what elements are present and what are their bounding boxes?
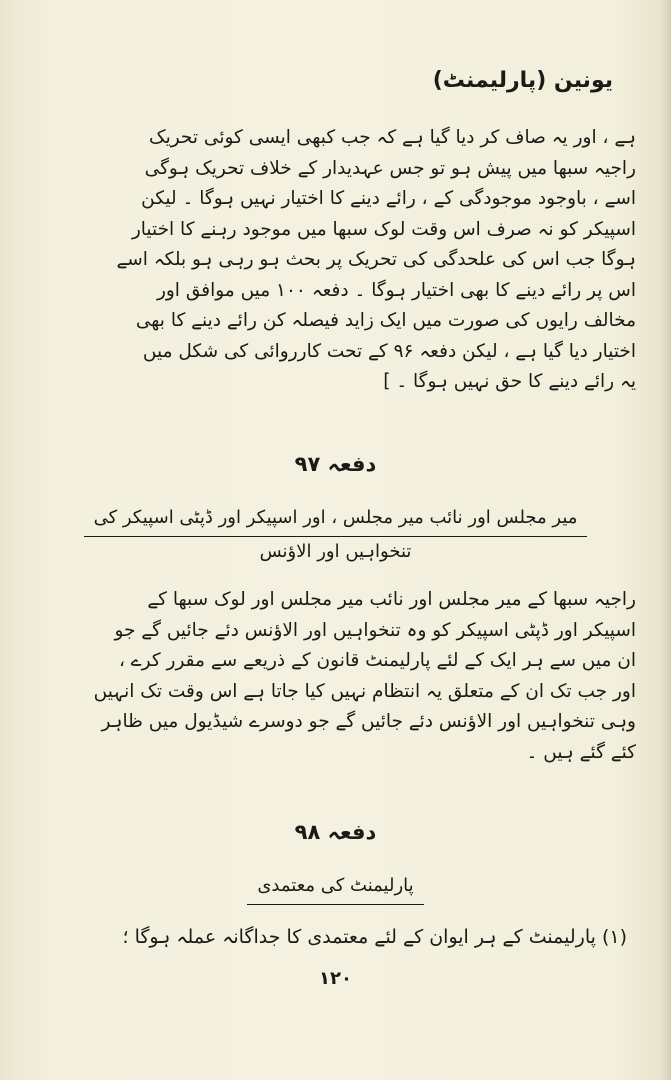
section-98-first-line: (۱) پارلیمنٹ کے ہر ایوان کے لئے معتمدی کا جداگانہ عملہ ہوگا ؛ <box>122 926 627 948</box>
text-line: اسے ، باوجود موجودگی کے ، رائے دینے کا اختیار نہیں ہوگا ۔ لیکن <box>141 188 636 209</box>
text-line: اسپیکر کو نہ صرف اس وقت لوک سبھا میں موجود رہنے کا اختیار <box>131 218 636 240</box>
text-line: مخالف رایوں کی صورت میں ایک زاید فیصلہ کن رائے دینے کا بھی <box>135 310 636 331</box>
text-line: راجیہ سبھا میں پیش ہو تو جس عہدیدار کے خلاف تحریک ہوگی <box>144 157 636 179</box>
text-line: اسپیکر اور ڈپٹی اسپیکر کو وہ تنخواہیں اور الاؤنس دئے جائیں گے جو <box>114 619 636 641</box>
text-line: ہوگا جب اس کی علحدگی کی تحریک پر بحث ہو رہی ہو بلکہ اسے <box>116 249 636 270</box>
text-line: یہ رائے دینے کا حق نہیں ہوگا ۔ ] <box>383 371 636 392</box>
text-line: وہی تنخواہیں اور الاؤنس دئے جائیں گے جو دوسرے شیڈیول میں ظاہر <box>101 711 636 732</box>
text-line: ہے ، اور یہ صاف کر دیا گیا ہے کہ جب کبھی ایسی کوئی تحریک <box>149 127 636 148</box>
section-97-title: دفعہ ۹۷ <box>294 452 377 476</box>
text-line: راجیہ سبھا کے میر مجلس اور نائب میر مجلس اور لوک سبھا کے <box>147 589 636 610</box>
page-edge-shadow <box>661 0 671 1080</box>
text-line: کئے گئے ہیں ۔ <box>526 741 636 763</box>
section-98-heading <box>0 871 671 905</box>
section-98-heading-line-1: پارلیمنٹ کی معتمدی <box>247 871 423 905</box>
running-header: یونین (پارلیمنٹ) <box>432 68 613 93</box>
page-number: ۱۲۰ <box>319 968 352 989</box>
section-97-heading-line-2: تنخواہیں اور الاؤنس <box>259 541 412 562</box>
text-line: اور جب تک ان کے متعلق یہ انتظام نہیں کیا جاتا ہے اس وقت تک انہیں <box>93 680 636 702</box>
text-line: اختیار دیا گیا ہے ، لیکن دفعہ ۹۶ کے تحت کارروائی کی شکل میں <box>142 340 636 362</box>
text-line: اس پر رائے دینے کا بھی اختیار ہوگا ۔ دفعہ ۱۰۰ میں موافق اور <box>156 279 636 301</box>
section-98-title: دفعہ ۹۸ <box>294 820 377 844</box>
section-97-heading-line-1: میر مجلس اور نائب میر مجلس ، اور اسپیکر اور ڈپٹی اسپیکر کی <box>84 503 588 537</box>
text-line: ان میں سے ہر ایک کے لئے پارلیمنٹ قانون کے ذریعے سے مقرر کرے ، <box>118 650 636 671</box>
section-97-body <box>36 585 636 768</box>
paragraph-continuation <box>36 123 636 398</box>
section-97-heading <box>0 503 671 567</box>
